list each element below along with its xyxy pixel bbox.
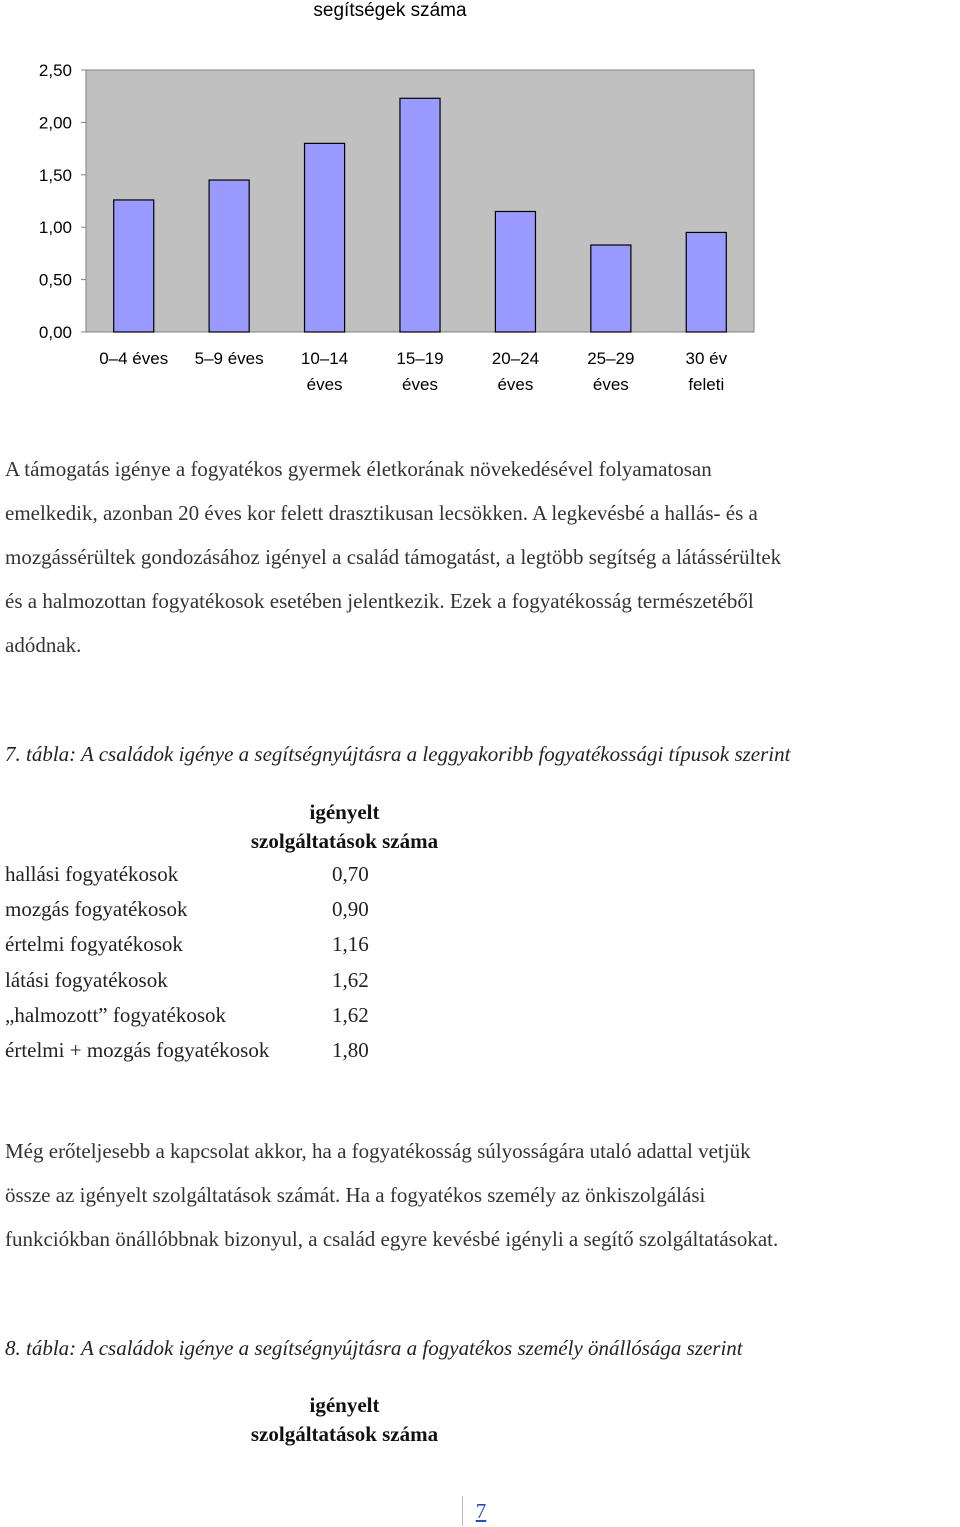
table-7-header-line-2: szolgáltatások száma — [250, 829, 439, 853]
table-8-header-line-1: igényelt — [309, 1393, 380, 1417]
row-label: hallási fogyatékosok — [5, 862, 179, 886]
row-value: 1,80 — [332, 1038, 369, 1062]
chart-title: segítségek száma — [313, 0, 467, 21]
x-tick-label: 20–24 — [491, 349, 540, 368]
paragraph-line: adódnak. — [5, 633, 82, 657]
row-value: 0,90 — [332, 897, 369, 921]
paragraph-1 — [5, 447, 956, 667]
bar — [209, 180, 249, 332]
bar — [400, 98, 440, 332]
x-tick-label: éves — [402, 375, 438, 394]
row-value: 0,70 — [332, 862, 369, 886]
paragraph-line: emelkedik, azonban 20 éves kor felett drasztikusan lecsökken. A legkevésbé a hallás- és a — [5, 501, 758, 525]
y-tick-label: 2,50 — [38, 61, 72, 80]
paragraph-line: Még erőteljesebb a kapcsolat akkor, ha a fogyatékosság súlyosságára utaló adattal vetjük — [5, 1139, 751, 1163]
paragraph-line: A támogatás igénye a fogyatékos gyermek életkorának növekedésével folyamatosan — [5, 457, 712, 481]
table-8-header — [232, 1391, 457, 1449]
x-tick-label: éves — [306, 375, 343, 394]
row-label: „halmozott” fogyatékosok — [5, 1003, 227, 1027]
paragraph-line: mozgássérültek gondozásához igényel a család támogatást, a legtöbb segítség a látássérültek — [5, 545, 782, 569]
row-label: látási fogyatékosok — [5, 968, 168, 992]
table-7-header — [232, 798, 457, 856]
x-tick-label: 15–19 — [396, 349, 444, 368]
bar-chart — [0, 40, 780, 410]
table-7-header-line-1: igényelt — [309, 800, 380, 824]
x-tick-label: feleti — [688, 375, 725, 394]
x-tick-label: 10–14 — [300, 349, 349, 368]
y-tick-label: 2,00 — [38, 113, 72, 133]
y-axis-ticks — [39, 61, 86, 342]
bar — [305, 143, 345, 332]
table-8-caption: 8. tábla: A családok igénye a segítségnyújtásra a fogyatékos személy önállósága szerint — [5, 1336, 743, 1360]
row-value: 1,62 — [332, 1003, 369, 1027]
page-number-link[interactable]: 7 — [462, 1496, 499, 1526]
x-tick-label: éves — [497, 375, 534, 394]
bar — [591, 245, 631, 332]
table-8-header-line-2: szolgáltatások száma — [250, 1422, 439, 1446]
row-label: mozgás fogyatékosok — [5, 897, 188, 921]
paragraph-2 — [5, 1129, 956, 1261]
x-axis-labels — [99, 349, 727, 394]
bar — [686, 232, 726, 332]
row-value: 1,16 — [332, 932, 369, 956]
y-tick-label: 0,00 — [38, 323, 72, 342]
x-tick-label: 5–9 éves — [194, 349, 264, 368]
row-label: értelmi fogyatékosok — [5, 932, 183, 956]
y-tick-label: 0,50 — [38, 270, 72, 290]
bar — [495, 211, 535, 332]
paragraph-line: és a halmozottan fogyatékosok esetében jelentkezik. Ezek a fogyatékosság természetéből — [5, 589, 754, 613]
paragraph-line: össze az igényelt szolgáltatások számát. Ha a fogyatékos személy az önkiszolgálási — [5, 1183, 706, 1207]
x-tick-label: 25–29 — [587, 349, 635, 368]
y-tick-label: 1,50 — [38, 165, 72, 185]
table-7-caption: 7. tábla: A családok igénye a segítségnyújtásra a leggyakoribb fogyatékossági típusok szerint — [5, 742, 791, 766]
row-value: 1,62 — [332, 968, 369, 992]
paragraph-line: funkciókban önállóbbnak bizonyul, a család egyre kevésbé igényli a segítő szolgáltatásokat. — [5, 1227, 779, 1251]
y-tick-label: 1,00 — [38, 218, 72, 238]
x-tick-label: 0–4 éves — [99, 349, 169, 368]
x-tick-label: 30 év — [685, 349, 728, 368]
row-label: értelmi + mozgás fogyatékosok — [5, 1038, 270, 1062]
bar — [114, 200, 154, 332]
x-tick-label: éves — [592, 375, 629, 394]
